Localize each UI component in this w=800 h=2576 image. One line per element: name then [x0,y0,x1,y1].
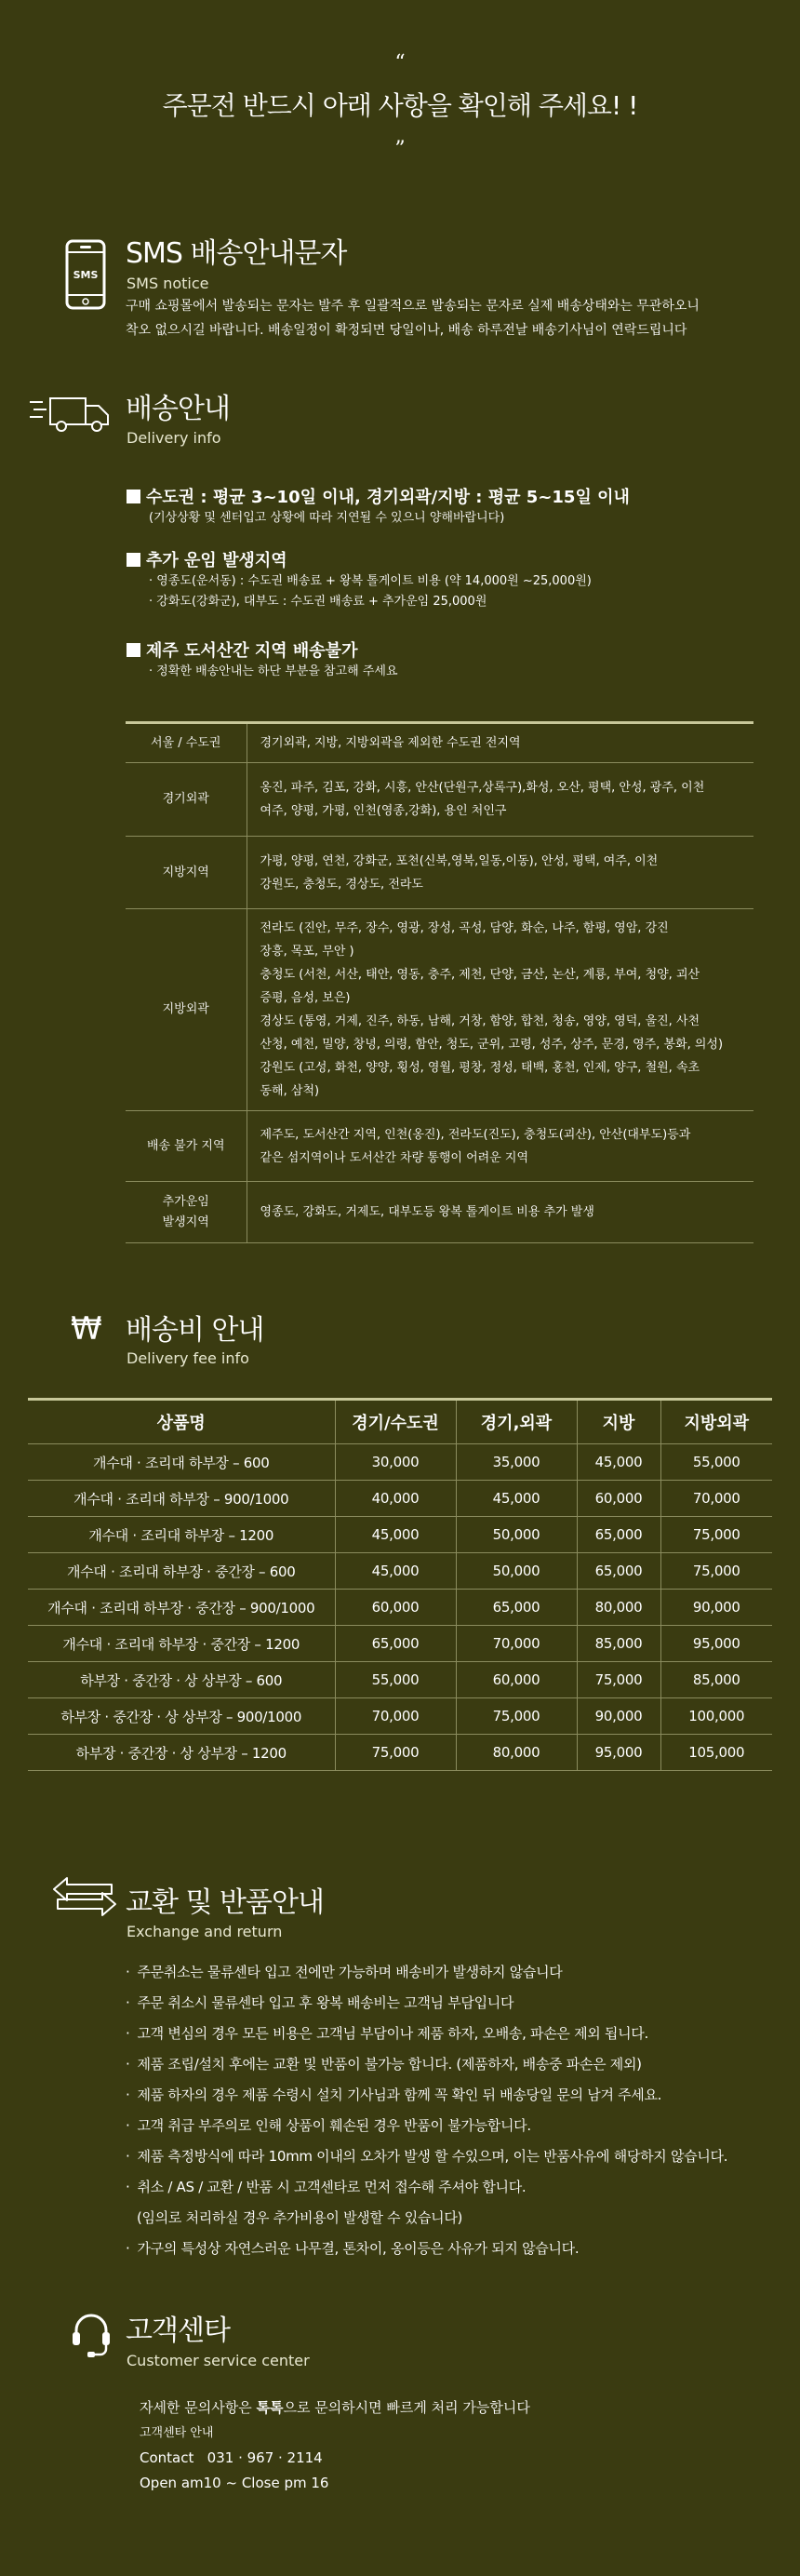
fee-cell: 개수대 · 조리대 하부장 · 중간장 – 1200 [28,1626,335,1662]
region-key: 서울 / 수도권 [126,723,247,763]
delivery-item-line: · 영종도(운서동) : 수도권 배송료 + 왕복 톨게이트 비용 (약 14,000원 ~25,000원) [149,574,592,588]
headset-icon [71,2312,112,2364]
fee-cell: 개수대 · 조리대 하부장 · 중간장 – 600 [28,1553,335,1590]
region-value-line: 강원도, 충청도, 경상도, 전라도 [260,877,423,892]
delivery-item-head: 추가 운임 발생지역 [146,551,287,570]
fee-cell: 105,000 [660,1735,772,1771]
customer-info [140,2395,530,2496]
table-row [28,1735,772,1771]
fee-cell: 85,000 [577,1626,660,1662]
region-value [247,909,753,1111]
sms-line: 구매 쇼핑몰에서 발송되는 문자는 발주 후 일괄적으로 발송되는 문자로 실제 배송상태와는 무관하오니 [126,299,700,314]
region-value [247,837,753,909]
fee-cell: 70,000 [660,1481,772,1517]
won-icon: ₩ [71,1310,102,1348]
fee-header: 지방외곽 [660,1400,772,1444]
fee-cell: 개수대 · 조리대 하부장 – 900/1000 [28,1481,335,1517]
list-item: · 고객 변심의 경우 모든 비용은 고객님 부담이나 제품 하자, 오배송, 파손은 제외 됩니다. [126,2019,727,2049]
region-table [126,721,753,1243]
delivery-item-head: 제주 도서산간 지역 배송불가 [146,641,358,661]
region-key: 지방외곽 [126,909,247,1111]
region-value [247,1182,753,1243]
region-value-line: 강원도 (고성, 화천, 양양, 횡성, 영월, 평창, 정성, 태백, 홍천, 인제, 양구, 철원, 속초 [260,1061,700,1075]
table-row [28,1662,772,1698]
fee-cell: 하부장 · 중간장 · 상 상부장 – 1200 [28,1735,335,1771]
delivery-subtitle: Delivery info [127,429,221,447]
table-row [126,909,753,1111]
region-key: 배송 불가 지역 [126,1111,247,1182]
fee-cell: 75,000 [335,1735,456,1771]
fee-cell: 55,000 [335,1662,456,1698]
sms-icon-label: SMS [73,269,99,281]
business-hours: Open am10 ~ Close pm 16 [140,2475,329,2491]
delivery-title: 배송안내 [126,393,230,425]
fee-cell: 90,000 [660,1590,772,1626]
fee-cell: 100,000 [660,1698,772,1735]
list-item: · 주문취소는 물류센타 입고 전에만 가능하며 배송비가 발생하지 않습니다 [126,1957,727,1988]
open-quote: “ [394,51,406,74]
fee-cell: 하부장 · 중간장 · 상 상부장 – 600 [28,1662,335,1698]
fee-cell: 90,000 [577,1698,660,1735]
region-value-line: 동해, 삼척) [260,1084,320,1098]
fee-cell: 30,000 [335,1444,456,1481]
delivery-item [127,484,630,529]
list-item: · 제품 측정방식에 따라 10mm 이내의 오차가 발생 할 수있으며, 이는 반품사유에 해당하지 않습니다. [126,2141,727,2172]
table-row [28,1517,772,1553]
customer-subtitle: Customer service center [127,2352,310,2369]
fee-cell: 65,000 [577,1517,660,1553]
exchange-title: 교환 및 반품안내 [126,1886,324,1919]
fee-cell: 75,000 [577,1662,660,1698]
fee-cell: 95,000 [660,1626,772,1662]
list-item: · 제품 조립/설치 후에는 교환 및 반품이 불가능 합니다. (제품하자, 배송중 파손은 제외) [126,2049,727,2080]
region-value [247,763,753,837]
region-value-line: 같은 섬지역이나 도서산간 차량 통행이 어려운 지역 [260,1150,529,1165]
table-row [28,1553,772,1590]
phone-icon [65,239,106,314]
sms-title: SMS 배송안내문자 [126,237,347,270]
region-value-line: 증평, 음성, 보은) [260,991,351,1005]
fee-cell: 80,000 [456,1735,577,1771]
table-row [126,723,753,763]
list-item: · 제품 하자의 경우 제품 수령시 설치 기사님과 함께 꼭 확인 뒤 배송당일 문의 남겨 주세요. [126,2080,727,2111]
list-item: · 주문 취소시 물류센타 입고 후 왕복 배송비는 고객님 부담입니다 [126,1988,727,2019]
fee-cell: 70,000 [335,1698,456,1735]
close-quote: ” [394,138,406,161]
delivery-item-head: 수도권 : 평균 3~10일 이내, 경기외곽/지방 : 평균 5~15일 이내 [146,488,630,507]
fee-cell: 50,000 [456,1553,577,1590]
region-value-line: 산청, 예천, 밀양, 창녕, 의령, 함안, 청도, 군위, 고령, 성주, 상주, 문경, 영주, 봉화, 의성) [260,1038,724,1052]
exchange-subtitle: Exchange and return [127,1923,283,1940]
table-row [28,1698,772,1735]
fee-header: 경기,외곽 [456,1400,577,1444]
fee-header: 상품명 [28,1400,335,1444]
list-item: · 취소 / AS / 교환 / 반품 시 고객센타로 먼저 접수해 주셔야 합니다. [126,2172,727,2203]
table-row [28,1626,772,1662]
fee-cell: 하부장 · 중간장 · 상 상부장 – 900/1000 [28,1698,335,1735]
customer-guide-label: 고객센타 안내 [140,2426,214,2440]
delivery-item-line: · 강화도(강화군), 대부도 : 수도권 배송료 + 추가운임 25,000원 [149,595,487,609]
fee-cell: 60,000 [577,1481,660,1517]
region-value-line: 여주, 양평, 가평, 인천(영종,강화), 용인 처인구 [260,804,507,818]
region-key: 지방지역 [126,837,247,909]
fee-table [28,1398,772,1771]
bullet-square-icon [127,553,140,567]
fee-cell: 45,000 [577,1444,660,1481]
contact-label: Contact [140,2449,194,2466]
table-row [126,837,753,909]
table-row [126,1182,753,1243]
region-key: 추가운임 발생지역 [126,1182,247,1243]
fee-cell: 80,000 [577,1590,660,1626]
region-value-line: 경기외곽, 지방, 지방외곽을 제외한 수도권 전지역 [260,736,521,750]
table-row [28,1444,772,1481]
fee-cell: 70,000 [456,1626,577,1662]
fee-cell: 개수대 · 조리대 하부장 – 600 [28,1444,335,1481]
fee-header: 경기/수도권 [335,1400,456,1444]
sms-line: 착오 없으시길 바랍니다. 배송일정이 확정되면 당일이나, 배송 하루전날 배송기사님이 연락드립니다 [126,323,687,338]
customer-line-prefix: 자세한 문의사항은 [140,2399,257,2416]
region-value-line: 충청도 (서천, 서산, 태안, 영동, 충주, 제천, 단양, 금산, 논산, 계룡, 부여, 청양, 괴산 [260,968,700,982]
fee-cell: 85,000 [660,1662,772,1698]
fee-header: 지방 [577,1400,660,1444]
customer-title: 고객센타 [126,2314,230,2347]
delivery-item [127,547,592,612]
fee-title: 배송비 안내 [126,1314,264,1347]
region-value-line: 전라도 (진안, 무주, 장수, 영광, 장성, 곡성, 담양, 화순, 나주, 함평, 영암, 강진 [260,921,669,935]
fee-cell: 개수대 · 조리대 하부장 – 1200 [28,1517,335,1553]
list-item: · 고객 취급 부주의로 인해 상품이 훼손된 경우 반품이 불가능합니다. [126,2111,727,2141]
fee-cell: 35,000 [456,1444,577,1481]
delivery-item-line: (기상상황 및 센터입고 상황에 따라 지연될 수 있으니 양해바랍니다) [149,511,505,525]
region-value-line: 경상도 (통영, 거제, 진주, 하동, 남해, 거창, 함양, 합천, 청송, 영양, 영덕, 울진, 사천 [260,1014,700,1028]
notice-title: 주문전 반드시 아래 사항을 확인해 주세요! ! [162,90,638,121]
fee-cell: 45,000 [456,1481,577,1517]
fee-cell: 60,000 [456,1662,577,1698]
table-row [126,763,753,837]
table-row [28,1481,772,1517]
region-value [247,723,753,763]
fee-cell: 75,000 [456,1698,577,1735]
fee-cell: 75,000 [660,1553,772,1590]
exchange-list [126,1957,727,2264]
contact-phone: 031 · 967 · 2114 [207,2449,323,2466]
region-value-line: 장흥, 목포, 무안 ) [260,945,354,959]
list-item: · 가구의 특성상 자연스러운 나무결, 톤차이, 옹이등은 사유가 되지 않습니다. [126,2234,727,2264]
sms-subtitle: SMS notice [127,275,209,292]
list-item: (임의로 처리하실 경우 추가비용이 발생할 수 있습니다) [137,2209,463,2226]
exchange-arrows-icon [52,1876,117,1921]
fee-cell: 65,000 [577,1553,660,1590]
fee-cell: 95,000 [577,1735,660,1771]
region-value [247,1111,753,1182]
table-row [126,1111,753,1182]
sms-notice-text [126,294,700,342]
fee-cell: 45,000 [335,1517,456,1553]
bullet-square-icon [127,490,140,503]
region-value-line: 제주도, 도서산간 지역, 인천(옹진), 전라도(진도), 충청도(괴산), 안산(대부도)등과 [260,1127,691,1142]
delivery-item-line: · 정확한 배송안내는 하단 부분을 참고해 주세요 [149,664,398,678]
table-row [28,1590,772,1626]
talktalk-label: 톡톡 [256,2399,284,2416]
delivery-truck-icon [30,395,113,437]
fee-cell: 65,000 [335,1626,456,1662]
fee-subtitle: Delivery fee info [127,1349,249,1367]
fee-cell: 40,000 [335,1481,456,1517]
fee-cell: 50,000 [456,1517,577,1553]
region-key: 경기외곽 [126,763,247,837]
fee-cell: 45,000 [335,1553,456,1590]
fee-cell: 65,000 [456,1590,577,1626]
fee-cell: 개수대 · 조리대 하부장 · 중간장 – 900/1000 [28,1590,335,1626]
customer-line-suffix: 으로 문의하시면 빠르게 처리 가능합니다 [283,2399,530,2416]
region-value-line: 옹진, 파주, 김포, 강화, 시흥, 안산(단원구,상록구),화성, 오산, 평택, 안성, 광주, 이천 [260,781,705,795]
fee-cell: 60,000 [335,1590,456,1626]
delivery-item [127,637,398,682]
fee-cell: 55,000 [660,1444,772,1481]
fee-cell: 75,000 [660,1517,772,1553]
region-value-line: 가평, 양평, 연천, 강화군, 포천(신북,영북,일동,이동), 안성, 평택, 여주, 이천 [260,853,659,868]
bullet-square-icon [127,643,140,657]
region-value-line: 영종도, 강화도, 거제도, 대부도등 왕복 톨게이트 비용 추가 발생 [260,1205,594,1219]
